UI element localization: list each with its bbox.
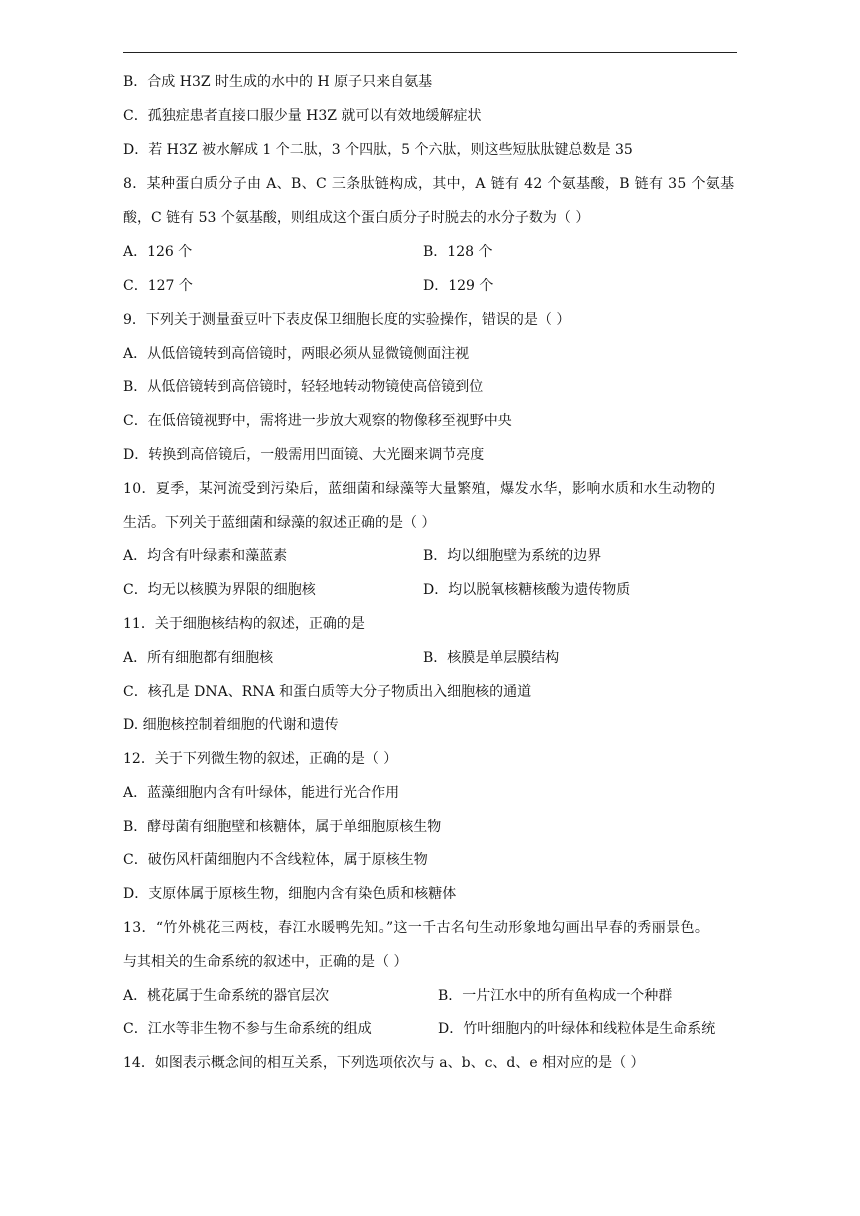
q13-option-b: B．一片江水中的所有鱼构成一个种群 — [438, 988, 673, 1004]
q11-option-a: A．所有细胞都有细胞核 — [123, 650, 274, 666]
q9-option-d: D．转换到高倍镜后，一般需用凹面镜、大光圈来调节亮度 — [123, 447, 485, 463]
q12-stem: 12．关于下列微生物的叙述，正确的是（ ） — [123, 751, 398, 767]
q11-option-b: B．核膜是单层膜结构 — [423, 650, 560, 666]
q13-option-c: C．江水等非生物不参与生命系统的组成 — [123, 1021, 372, 1037]
q8-option-b: B．128 个 — [423, 244, 493, 260]
q9-option-b: B．从低倍镜转到高倍镜时，轻轻地转动物镜使高倍镜到位 — [123, 379, 484, 395]
q8-option-c: C．127 个 — [123, 278, 193, 294]
q7-option-c: C．孤独症患者直接口服少量 H3Z 就可以有效地缓解症状 — [123, 108, 482, 124]
q13-stem-line2: 与其相关的生命系统的叙述中，正确的是（ ） — [123, 954, 408, 970]
q8-stem-line2: 酸，C 链有 53 个氨基酸，则组成这个蛋白质分子时脱去的水分子数为（ ） — [123, 210, 590, 226]
q13-option-d: D．竹叶细胞内的叶绿体和线粒体是生命系统 — [438, 1021, 716, 1037]
q10-option-b: B．均以细胞壁为系统的边界 — [423, 548, 602, 564]
q10-option-d: D．均以脱氧核糖核酸为遗传物质 — [423, 582, 631, 598]
q7-option-d: D．若 H3Z 被水解成 1 个二肽，3 个四肽，5 个六肽，则这些短肽肽键总数是 35 — [123, 142, 633, 158]
q12-option-b: B．酵母菌有细胞壁和核糖体，属于单细胞原核生物 — [123, 819, 442, 835]
q10-stem-line2: 生活。下列关于蓝细菌和绿藻的叙述正确的是（ ） — [123, 515, 436, 531]
q8-stem-line1: 8．某种蛋白质分子由 A、B、C 三条肽链构成，其中，A 链有 42 个氨基酸，B 链有 35 个氨基 — [123, 176, 735, 192]
q11-stem: 11．关于细胞核结构的叙述，正确的是 — [123, 616, 365, 632]
q9-stem: 9．下列关于测量蚕豆叶下表皮保卫细胞长度的实验操作，错误的是（ ） — [123, 312, 571, 328]
q8-option-a: A．126 个 — [123, 244, 193, 260]
q9-option-c: C．在低倍镜视野中，需将进一步放大观察的物像移至视野中央 — [123, 413, 512, 429]
q7-option-b: B．合成 H3Z 时生成的水中的 H 原子只来自氨基 — [123, 74, 433, 90]
q13-stem-line1: 13．“竹外桃花三两枝，春江水暖鸭先知。”这一千古名句生动形象地勾画出早春的秀丽景色。 — [123, 920, 710, 936]
header-rule — [123, 52, 737, 53]
q11-option-d: D. 细胞核控制着细胞的代谢和遗传 — [123, 717, 339, 733]
q10-stem-line1: 10．夏季，某河流受到污染后，蓝细菌和绿藻等大量繁殖，爆发水华，影响水质和水生动物的 — [123, 481, 716, 497]
q10-option-c: C．均无以核膜为界限的细胞核 — [123, 582, 316, 598]
q14-stem: 14．如图表示概念间的相互关系，下列选项依次与 a、b、c、d、e 相对应的是（ ） — [123, 1055, 645, 1071]
q10-option-a: A．均含有叶绿素和藻蓝素 — [123, 548, 288, 564]
q12-option-a: A．蓝藻细胞内含有叶绿体，能进行光合作用 — [123, 785, 400, 801]
q8-option-d: D．129 个 — [423, 278, 494, 294]
q9-option-a: A．从低倍镜转到高倍镜时，两眼必须从显微镜侧面注视 — [123, 346, 470, 362]
q12-option-c: C．破伤风杆菌细胞内不含线粒体，属于原核生物 — [123, 852, 428, 868]
q11-option-c: C．核孔是 DNA、RNA 和蛋白质等大分子物质出入细胞核的通道 — [123, 684, 532, 700]
q12-option-d: D．支原体属于原核生物，细胞内含有染色质和核糖体 — [123, 886, 457, 902]
q13-option-a: A．桃花属于生命系统的器官层次 — [123, 988, 330, 1004]
